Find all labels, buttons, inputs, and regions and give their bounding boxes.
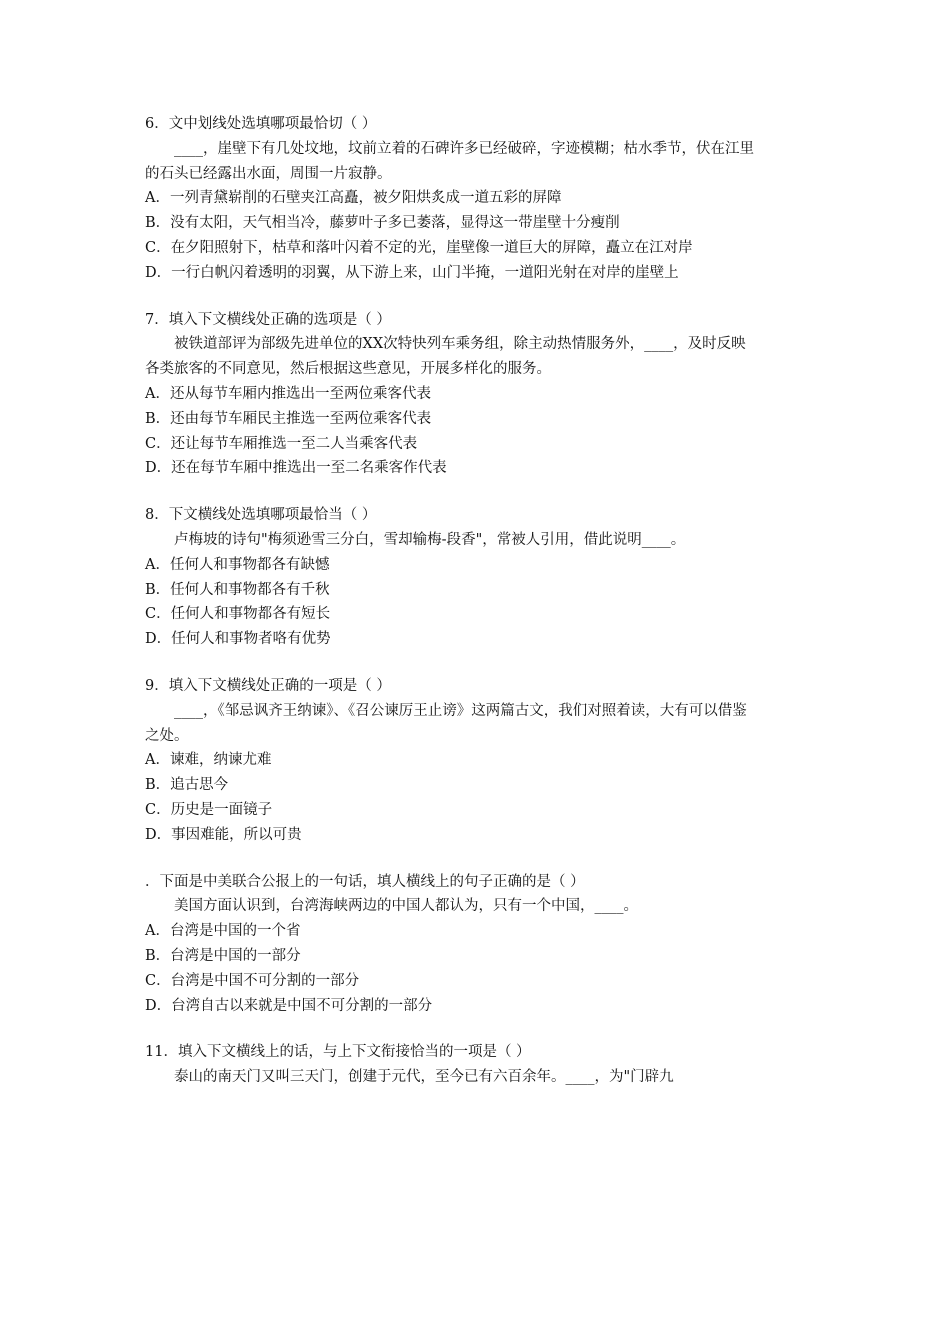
option-b: B．还由每节车厢民主推选一至两位乘客代表 xyxy=(145,410,432,427)
option-d: D．一行白帆闪着透明的羽翼，从下游上来，山门半掩，一道阳光射在对岸的崖壁上 xyxy=(145,264,679,281)
question-8 xyxy=(145,503,760,652)
question-passage: ____，崖壁下有几处坟地，坟前立着的石碑许多已经破碎，字迹模糊；枯水季节，伏在江里的石头已经露出水面，周围一片寂静。 xyxy=(145,140,754,182)
question-6 xyxy=(145,112,760,286)
question-prompt: 6．文中划线处选填哪项最恰切（ ） xyxy=(145,116,377,132)
question-prompt: 8．下文横线处选填哪项最恰当（ ） xyxy=(145,507,377,524)
option-d: D．还在每节车厢中推选出一至二名乘客作代表 xyxy=(145,460,447,477)
question-7 xyxy=(145,308,760,482)
option-b: B．追古思今 xyxy=(145,777,229,794)
question-passage: 泰山的南天门又叫三天门，创建于元代，至今已有六百余年。____，为"门辟九 xyxy=(174,1069,674,1086)
document-content xyxy=(145,112,760,1112)
question-passage: ____，《邹忌讽齐王纳谏》、《召公谏厉王止谤》这两篇古文，我们对照着读，大有可以借鉴之处。 xyxy=(145,702,747,744)
option-d: D．任何人和事物者咯有优势 xyxy=(145,631,331,648)
option-a: A．还从每节车厢内推选出一至两位乘客代表 xyxy=(145,385,431,402)
option-d: D．事因难能，所以可贵 xyxy=(145,826,302,843)
question-prompt: 11．填入下文横线上的话，与上下文衔接恰当的一项是（ ） xyxy=(145,1044,531,1061)
question-9 xyxy=(145,674,760,848)
option-c: C．台湾是中国不可分割的一部分 xyxy=(145,972,360,989)
question-10 xyxy=(145,870,760,1019)
option-c: C．历史是一面镜子 xyxy=(145,801,273,818)
option-b: B．任何人和事物都各有千秋 xyxy=(145,581,330,598)
option-a: A．台湾是中国的一个省 xyxy=(145,923,301,940)
option-d: D．台湾自古以来就是中国不可分割的一部分 xyxy=(145,997,433,1014)
question-passage: 卢梅坡的诗句"梅须逊雪三分白，雪却输梅-段香"，常被人引用，借此说明____。 xyxy=(174,531,686,548)
option-b: B．台湾是中国的一部分 xyxy=(145,947,301,964)
question-prompt: 7．填入下文横线处正确的选项是（ ） xyxy=(145,311,391,328)
option-a: A．谏难，纳谏尤难 xyxy=(145,752,272,769)
option-c: C．还让每节车厢推选一至二人当乘客代表 xyxy=(145,435,418,452)
option-c: C．任何人和事物都各有短长 xyxy=(145,606,331,623)
question-passage: 被铁道部评为部级先进单位的XX次特快列车乘务组，除主动热情服务外，____，及时反映各类旅客的不同意见，然后根据这些意见，开展多样化的服务。 xyxy=(145,336,746,378)
option-a: A．一列青黛崭削的石壁夹江高矗，被夕阳烘炙成一道五彩的屏障 xyxy=(145,190,562,207)
question-passage: 美国方面认识到，台湾海峡两边的中国人都认为，只有一个中国，____。 xyxy=(174,898,638,915)
option-a: A．任何人和事物都各有缺憾 xyxy=(145,556,330,573)
question-prompt: ．下面是中美联合公报上的一句话，填人横线上的句子正确的是（ ） xyxy=(145,873,585,890)
option-b: B．没有太阳，天气相当冷，藤萝叶子多已萎落，显得这一带崖壁十分瘦削 xyxy=(145,215,620,232)
option-c: C．在夕阳照射下，枯草和落叶闪着不定的光，崖壁像一道巨大的屏障，矗立在江对岸 xyxy=(145,239,693,256)
question-11 xyxy=(145,1040,760,1090)
question-prompt: 9．填入下文横线处正确的一项是（ ） xyxy=(145,677,391,694)
